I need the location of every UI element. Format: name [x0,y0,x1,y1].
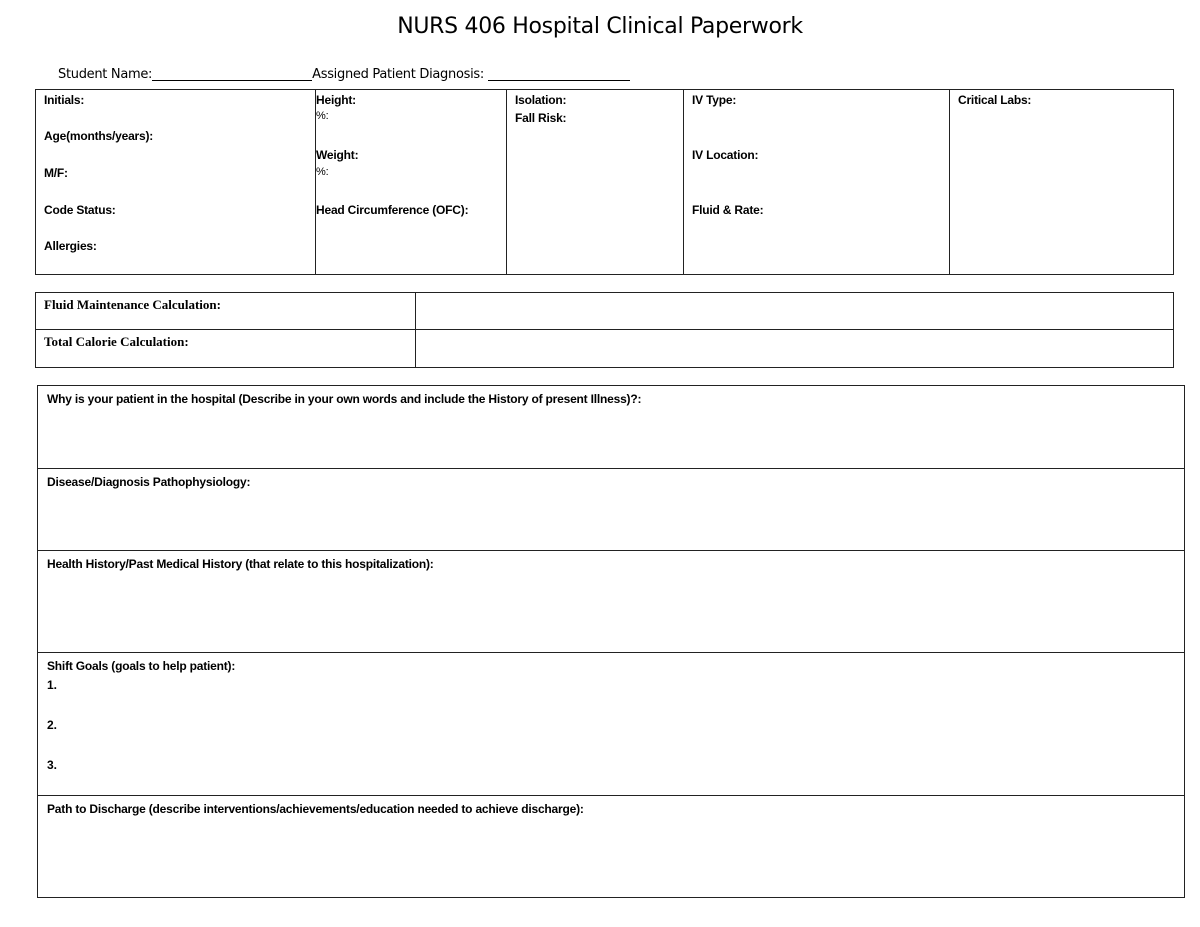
goal-2-label: 2. [47,718,58,732]
height-percentile-label: %: [316,110,329,122]
head-circumference-label: Head Circumference (OFC): [316,203,469,217]
growth-column[interactable] [316,90,507,274]
student-name-field[interactable] [152,66,312,81]
safety-column[interactable] [507,90,684,274]
pathophysiology-label: Disease/Diagnosis Pathophysiology: [47,475,251,489]
iv-location-label: IV Location: [692,148,759,162]
health-history-section[interactable] [38,551,1184,653]
fluid-maintenance-field[interactable] [416,293,1173,329]
student-name-label: Student Name: [58,67,153,82]
header-fields [58,66,630,82]
goal-1-label: 1. [47,678,58,692]
fluid-rate-label: Fluid & Rate: [692,203,764,217]
page-title: NURS 406 Hospital Clinical Paperwork [397,14,803,39]
goal-3-label: 3. [47,758,58,772]
demographics-column[interactable] [36,90,316,274]
iv-column[interactable] [684,90,950,274]
total-calorie-field[interactable] [416,330,1173,367]
age-label: Age(months/years): [44,129,154,143]
fall-risk-label: Fall Risk: [515,111,567,125]
total-calorie-row [36,330,1173,367]
diagnosis-field[interactable] [488,66,630,81]
total-calorie-label: Total Calorie Calculation: [36,330,416,367]
pathophysiology-section[interactable] [38,469,1184,551]
isolation-label: Isolation: [515,93,567,107]
fluid-maintenance-row [36,293,1173,330]
weight-label: Weight: [316,148,359,162]
diagnosis-label: Assigned Patient Diagnosis: [312,67,484,82]
iv-type-label: IV Type: [692,93,737,107]
reason-label: Why is your patient in the hospital (Describe in your own words and include the History of present Illness)?: [47,392,642,406]
patient-info-table [35,89,1174,275]
code-status-label: Code Status: [44,203,116,217]
sex-label: M/F: [44,166,68,180]
narrative-table [37,385,1185,898]
height-label: Height: [316,93,356,107]
shift-goals-section[interactable] [38,653,1184,796]
labs-column[interactable] [950,90,1173,274]
initials-label: Initials: [44,93,85,107]
reason-for-admission-section[interactable] [38,386,1184,469]
allergies-label: Allergies: [44,239,97,253]
shift-goals-label: Shift Goals (goals to help patient): [47,659,236,673]
critical-labs-label: Critical Labs: [958,93,1032,107]
discharge-label: Path to Discharge (describe interventions/achievements/education needed to achieve discharge): [47,802,584,816]
fluid-maintenance-label: Fluid Maintenance Calculation: [36,293,416,329]
path-to-discharge-section[interactable] [38,796,1184,896]
weight-percentile-label: %: [316,166,329,178]
calculations-table [35,292,1174,368]
health-history-label: Health History/Past Medical History (that relate to this hospitalization): [47,557,434,571]
